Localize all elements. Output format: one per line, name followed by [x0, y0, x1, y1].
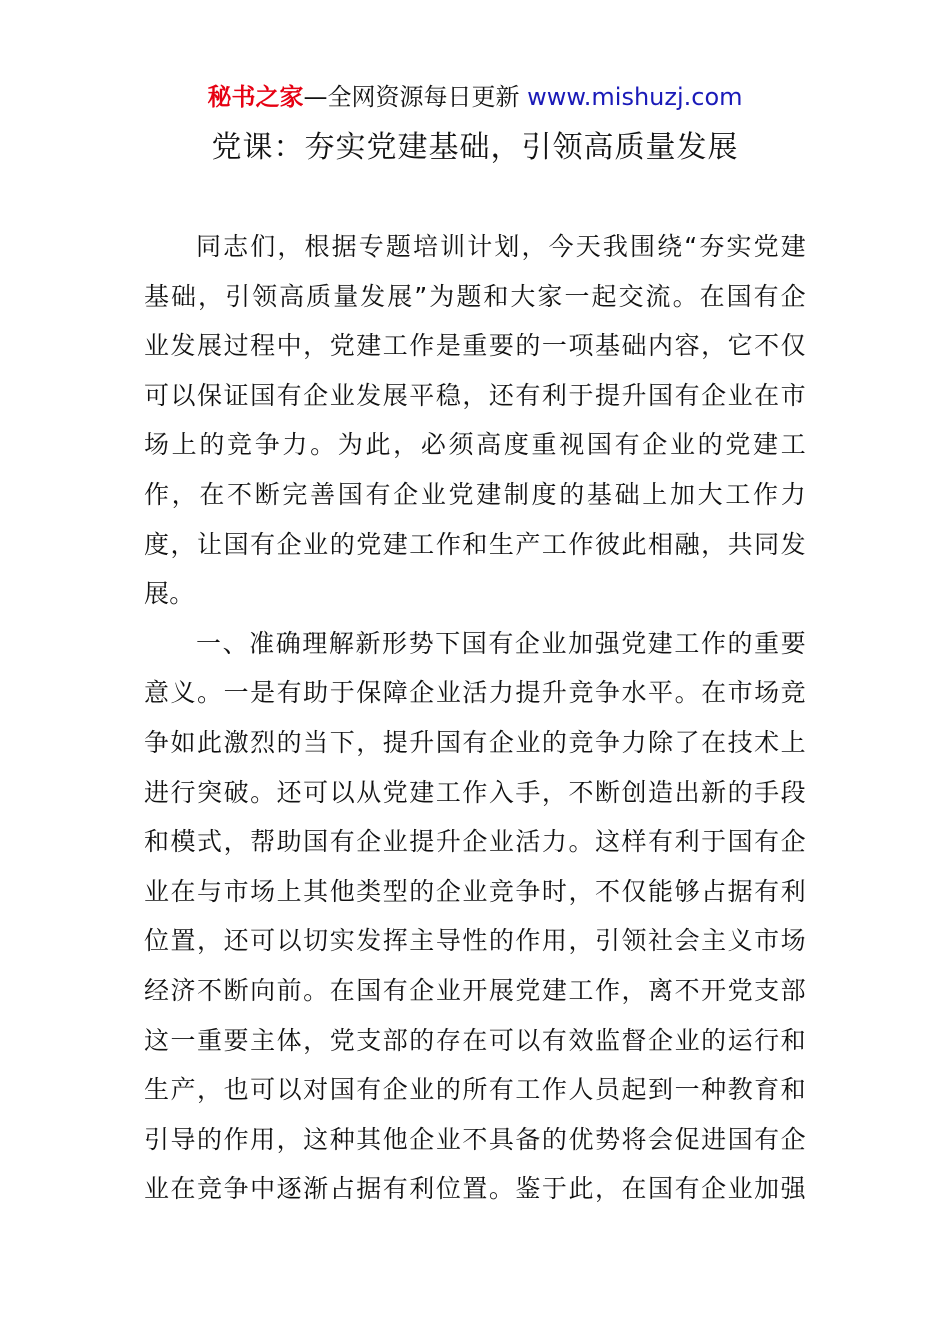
- document-body: [144, 222, 806, 1214]
- paragraph-line: 业发展过程中，党建工作是重要的一项基础内容，它不仅: [144, 331, 806, 361]
- paragraph-line: 这一重要主体，党支部的存在可以有效监督企业的运行和: [144, 1025, 806, 1055]
- paragraph-line: 同志们，根据专题培训计划，今天我围绕“夯实党建: [196, 232, 806, 261]
- paragraph-line: 一、准确理解新形势下国有企业加强党建工作的重要: [196, 628, 806, 658]
- paragraph-line: 可以保证国有企业发展平稳，还有利于提升国有企业在市: [144, 380, 806, 410]
- site-header: [0, 80, 950, 114]
- paragraph-line: 业在竞争中逐渐占据有利位置。鉴于此，在国有企业加强: [144, 1174, 806, 1204]
- paragraph-line: 进行突破。还可以从党建工作入手，不断创造出新的手段: [144, 777, 806, 807]
- paragraph-line: 和模式，帮助国有企业提升企业活力。这样有利于国有企: [144, 827, 806, 857]
- paragraph-line: 业在与市场上其他类型的企业竞争时，不仅能够占据有利: [144, 876, 806, 906]
- paragraph-line: 基础，引领高质量发展”为题和大家一起交流。在国有企: [144, 281, 806, 311]
- paragraph-line: 引导的作用，这种其他企业不具备的优势将会促进国有企: [144, 1124, 806, 1154]
- site-tagline: —全网资源每日更新: [303, 83, 528, 111]
- document-title: 党课：夯实党建基础，引领高质量发展: [211, 130, 739, 165]
- paragraph-line: 生产，也可以对国有企业的所有工作人员起到一种教育和: [144, 1075, 806, 1105]
- paragraph-line: 度，让国有企业的党建工作和生产工作彼此相融，共同发: [144, 529, 806, 559]
- paragraph-line: 意义。一是有助于保障企业活力提升竞争水平。在市场竞: [144, 678, 806, 708]
- paragraph-line: 争如此激烈的当下，提升国有企业的竞争力除了在技术上: [144, 727, 806, 757]
- paragraph-line: 作，在不断完善国有企业党建制度的基础上加大工作力: [144, 479, 806, 509]
- paragraph-line: 经济不断向前。在国有企业开展党建工作，离不开党支部: [144, 975, 806, 1005]
- paragraph-line: 场上的竞争力。为此，必须高度重视国有企业的党建工: [144, 430, 806, 460]
- brand-name: 秘书之家: [207, 83, 304, 111]
- paragraph-line: 位置，还可以切实发挥主导性的作用，引领社会主义市场: [144, 926, 806, 956]
- site-url-link[interactable]: www.mishuzj.com: [527, 83, 743, 111]
- paragraph-line: 展。: [144, 579, 195, 609]
